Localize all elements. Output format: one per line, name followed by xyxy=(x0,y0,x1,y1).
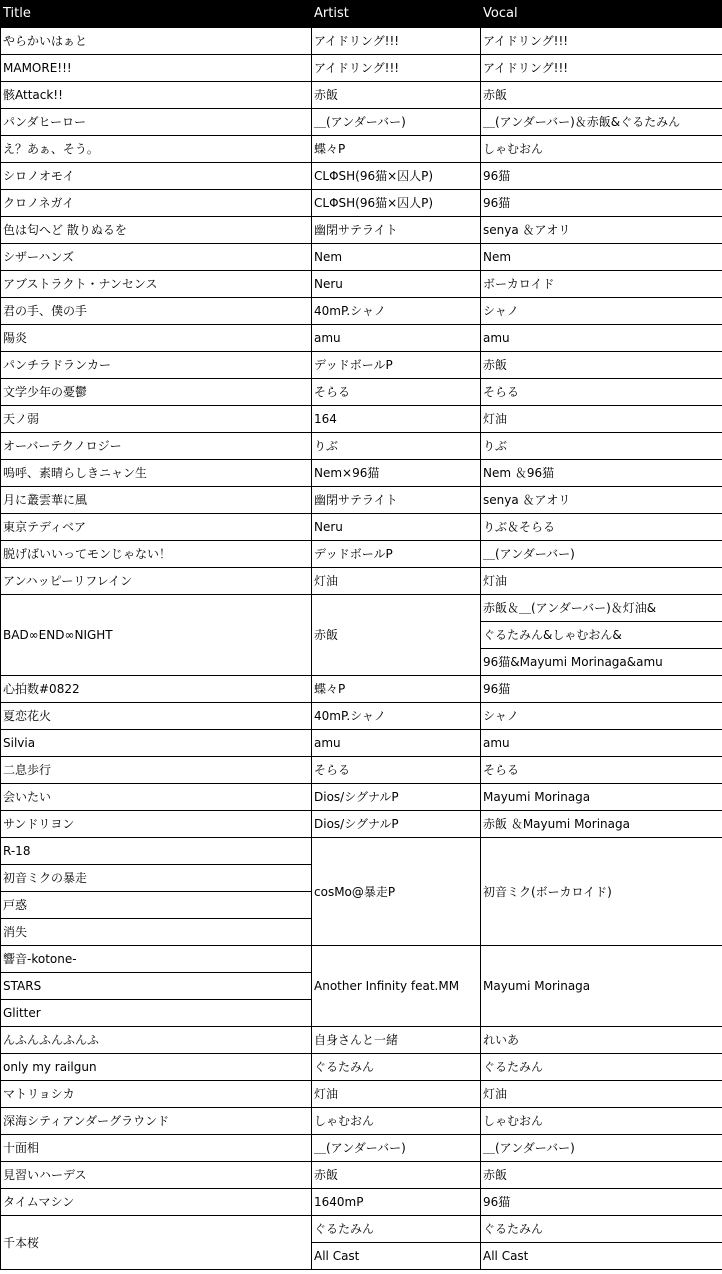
artist-cell: Another Infinity feat.MM xyxy=(312,946,481,1027)
table-row xyxy=(1,1108,722,1135)
table-row xyxy=(1,352,722,379)
table-row xyxy=(1,676,722,703)
vocal-cell: 96猫 xyxy=(481,163,722,190)
table-row xyxy=(1,28,722,55)
artist-cell: ぐるたみん xyxy=(312,1054,481,1081)
table-row xyxy=(1,487,722,514)
title-cell: シザーハンズ xyxy=(1,244,312,271)
artist-cell: ＿(アンダーバー) xyxy=(312,109,481,136)
table-row xyxy=(1,406,722,433)
table-row xyxy=(1,379,722,406)
table-row xyxy=(1,271,722,298)
vocal-cell: amu xyxy=(481,730,722,757)
title-cell: STARS xyxy=(1,973,312,1000)
artist-cell: 灯油 xyxy=(312,1081,481,1108)
vocal-cell: Mayumi Morinaga xyxy=(481,946,722,1027)
vocal-cell: 灯油 xyxy=(481,568,722,595)
artist-cell: Dios/シグナルP xyxy=(312,811,481,838)
artist-cell: 赤飯 xyxy=(312,82,481,109)
title-cell: パンチラドランカー xyxy=(1,352,312,379)
artist-cell: All Cast xyxy=(312,1243,481,1270)
table-row xyxy=(1,109,722,136)
table-row xyxy=(1,82,722,109)
title-cell: アブストラクト・ナンセンス xyxy=(1,271,312,298)
vocal-cell: 赤飯 xyxy=(481,1162,722,1189)
artist-cell: アイドリング!!! xyxy=(312,28,481,55)
vocal-cell: Nem xyxy=(481,244,722,271)
artist-cell: 幽閉サテライト xyxy=(312,217,481,244)
title-cell: 十面相 xyxy=(1,1135,312,1162)
vocal-cell: ぐるたみん xyxy=(481,1054,722,1081)
title-cell: 響音-kotone- xyxy=(1,946,312,973)
artist-cell: Nem×96猫 xyxy=(312,460,481,487)
table-row xyxy=(1,703,722,730)
title-cell: 夏恋花火 xyxy=(1,703,312,730)
artist-cell: りぶ xyxy=(312,433,481,460)
table-row xyxy=(1,541,722,568)
vocal-cell: Mayumi Morinaga xyxy=(481,784,722,811)
title-cell: 会いたい xyxy=(1,784,312,811)
vocal-cell: 赤飯 xyxy=(481,82,722,109)
table-row xyxy=(1,325,722,352)
table-row xyxy=(1,55,722,82)
table-row xyxy=(1,217,722,244)
title-cell: 天ノ弱 xyxy=(1,406,312,433)
vocal-cell: 灯油 xyxy=(481,1081,722,1108)
title-cell: タイムマシン xyxy=(1,1189,312,1216)
title-cell: 千本桜 xyxy=(1,1216,312,1270)
title-cell: マトリョシカ xyxy=(1,1081,312,1108)
table-row xyxy=(1,1216,722,1243)
title-cell: 初音ミクの暴走 xyxy=(1,865,312,892)
title-cell: サンドリヨン xyxy=(1,811,312,838)
table-row xyxy=(1,460,722,487)
artist-cell: 164 xyxy=(312,406,481,433)
artist-cell: cosMo@暴走P xyxy=(312,838,481,946)
vocal-cell: 初音ミク(ボーカロイド) xyxy=(481,838,722,946)
vocal-cell: りぶ xyxy=(481,433,722,460)
table-row xyxy=(1,784,722,811)
artist-cell: CLΦSH(96猫×囚人P) xyxy=(312,190,481,217)
vocal-cell: 96猫 xyxy=(481,676,722,703)
title-cell: アンハッピーリフレイン xyxy=(1,568,312,595)
table-row xyxy=(1,811,722,838)
title-cell: 骸Attack!! xyxy=(1,82,312,109)
artist-cell: 1640mP xyxy=(312,1189,481,1216)
title-cell: 二息歩行 xyxy=(1,757,312,784)
artist-cell: Neru xyxy=(312,271,481,298)
vocal-cell: そらる xyxy=(481,379,722,406)
artist-cell: CLΦSH(96猫×囚人P) xyxy=(312,163,481,190)
title-cell: Glitter xyxy=(1,1000,312,1027)
artist-cell: 40mP.シャノ xyxy=(312,298,481,325)
title-cell: MAMORE!!! xyxy=(1,55,312,82)
title-cell: クロノネガイ xyxy=(1,190,312,217)
table-row xyxy=(1,757,722,784)
vocal-cell: ＿(アンダーバー) xyxy=(481,541,722,568)
artist-cell: Nem xyxy=(312,244,481,271)
title-cell: 見習いハーデス xyxy=(1,1162,312,1189)
vocal-cell: 赤飯＆＿(アンダーバー)＆灯油& xyxy=(481,595,722,622)
title-cell: え？あぁ、そう。 xyxy=(1,136,312,163)
artist-cell: amu xyxy=(312,325,481,352)
vocal-cell: 96猫 xyxy=(481,190,722,217)
artist-cell: デッドボールP xyxy=(312,352,481,379)
vocal-cell: しゃむおん xyxy=(481,136,722,163)
table-row xyxy=(1,946,722,973)
artist-cell: しゃむおん xyxy=(312,1108,481,1135)
table-row xyxy=(1,568,722,595)
vocal-cell: ぐるたみん&しゃむおん& xyxy=(481,622,722,649)
title-cell: シロノオモイ xyxy=(1,163,312,190)
vocal-cell: All Cast xyxy=(481,1243,722,1270)
title-cell: 君の手、僕の手 xyxy=(1,298,312,325)
title-cell: やらかいはぁと xyxy=(1,28,312,55)
vocal-cell: Nem ＆96猫 xyxy=(481,460,722,487)
vocal-cell: しゃむおん xyxy=(481,1108,722,1135)
artist-cell: amu xyxy=(312,730,481,757)
title-cell: 嗚呼、素晴らしきニャン生 xyxy=(1,460,312,487)
title-cell: 陽炎 xyxy=(1,325,312,352)
artist-cell: アイドリング!!! xyxy=(312,55,481,82)
artist-cell: 幽閉サテライト xyxy=(312,487,481,514)
vocal-cell: senya ＆アオリ xyxy=(481,217,722,244)
artist-cell: 蝶々P xyxy=(312,136,481,163)
artist-cell: 40mP.シャノ xyxy=(312,703,481,730)
table-row xyxy=(1,1081,722,1108)
table-row xyxy=(1,298,722,325)
table-row xyxy=(1,514,722,541)
table-row xyxy=(1,1189,722,1216)
artist-cell: 蝶々P xyxy=(312,676,481,703)
artist-cell: Dios/シグナルP xyxy=(312,784,481,811)
artist-cell: デッドボールP xyxy=(312,541,481,568)
title-cell: R-18 xyxy=(1,838,312,865)
artist-cell: 赤飯 xyxy=(312,1162,481,1189)
title-cell: 深海シティアンダーグラウンド xyxy=(1,1108,312,1135)
header-vocal: Vocal xyxy=(481,1,722,28)
title-cell: Silvia xyxy=(1,730,312,757)
vocal-cell: れいあ xyxy=(481,1027,722,1054)
title-cell: 脱げばいいってモンじゃない！ xyxy=(1,541,312,568)
artist-cell: ぐるたみん xyxy=(312,1216,481,1243)
title-cell: 文学少年の憂鬱 xyxy=(1,379,312,406)
vocal-cell: senya ＆アオリ xyxy=(481,487,722,514)
title-cell: パンダヒーロー xyxy=(1,109,312,136)
vocal-cell: シャノ xyxy=(481,298,722,325)
vocal-cell: シャノ xyxy=(481,703,722,730)
title-cell: BAD∞END∞NIGHT xyxy=(1,595,312,676)
title-cell: んふんふんふんふ xyxy=(1,1027,312,1054)
vocal-cell: アイドリング!!! xyxy=(481,55,722,82)
artist-cell: そらる xyxy=(312,757,481,784)
table-row xyxy=(1,163,722,190)
artist-cell: ＿(アンダーバー) xyxy=(312,1135,481,1162)
table-row xyxy=(1,1162,722,1189)
vocal-cell: 赤飯 ＆Mayumi Morinaga xyxy=(481,811,722,838)
vocal-cell: りぶ＆そらる xyxy=(481,514,722,541)
table-row xyxy=(1,190,722,217)
title-cell: only my railgun xyxy=(1,1054,312,1081)
title-cell: 消失 xyxy=(1,919,312,946)
header-row xyxy=(1,1,722,28)
vocal-cell: ぐるたみん xyxy=(481,1216,722,1243)
vocal-cell: 灯油 xyxy=(481,406,722,433)
vocal-cell: amu xyxy=(481,325,722,352)
header-title: Title xyxy=(1,1,312,28)
title-cell: 心拍数#0822 xyxy=(1,676,312,703)
table-row xyxy=(1,433,722,460)
vocal-cell: アイドリング!!! xyxy=(481,28,722,55)
artist-cell: Neru xyxy=(312,514,481,541)
vocal-cell: ＿(アンダーバー) xyxy=(481,1135,722,1162)
table-row xyxy=(1,595,722,622)
artist-cell: そらる xyxy=(312,379,481,406)
table-row xyxy=(1,1054,722,1081)
vocal-cell: ボーカロイド xyxy=(481,271,722,298)
table-row xyxy=(1,730,722,757)
table-row xyxy=(1,1135,722,1162)
title-cell: 東京テディベア xyxy=(1,514,312,541)
artist-cell: 赤飯 xyxy=(312,595,481,676)
vocal-cell: ＿(アンダーバー)＆赤飯&ぐるたみん xyxy=(481,109,722,136)
artist-cell: 自身さんと一緒 xyxy=(312,1027,481,1054)
title-cell: 色は匂へど 散りぬるを xyxy=(1,217,312,244)
title-cell: 戸惑 xyxy=(1,892,312,919)
table-row xyxy=(1,838,722,865)
title-cell: 月に叢雲華に風 xyxy=(1,487,312,514)
vocal-cell: 96猫 xyxy=(481,1189,722,1216)
vocal-cell: 96猫&Mayumi Morinaga&amu xyxy=(481,649,722,676)
title-cell: オーバーテクノロジー xyxy=(1,433,312,460)
table-row xyxy=(1,1027,722,1054)
header-artist: Artist xyxy=(312,1,481,28)
artist-cell: 灯油 xyxy=(312,568,481,595)
table-row xyxy=(1,244,722,271)
vocal-cell: そらる xyxy=(481,757,722,784)
vocal-cell: 赤飯 xyxy=(481,352,722,379)
table-row xyxy=(1,136,722,163)
